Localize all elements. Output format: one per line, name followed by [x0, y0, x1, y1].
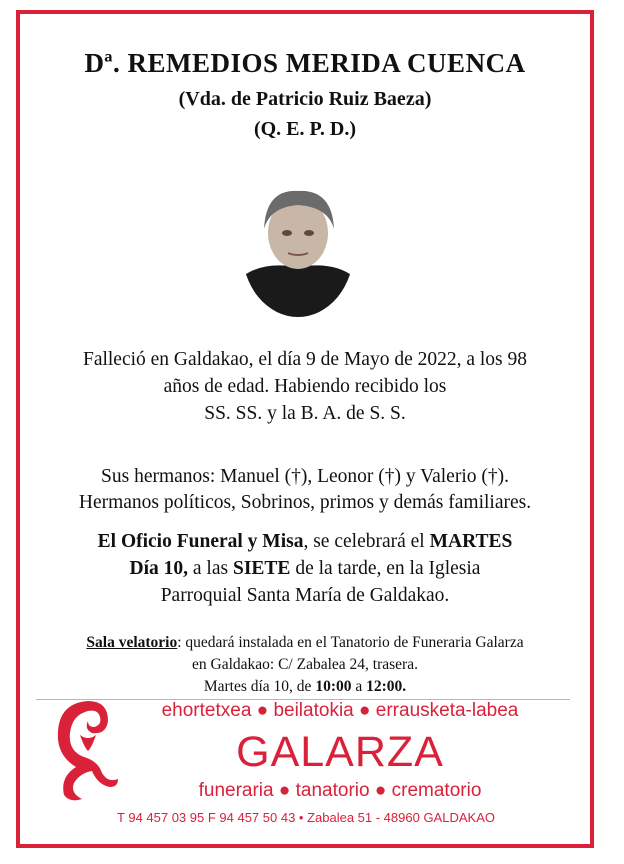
funeral-paragraph	[20, 528, 590, 609]
family-line-2: Hermanos políticos, Sobrinos, primos y demás familiares.	[78, 492, 532, 513]
family-paragraph	[20, 464, 590, 516]
wake-line-1: Sala velatorio: quedará instalada en el Tanatorio de Funeraria Galarza	[86, 634, 524, 651]
bullet-icon: ●	[374, 780, 387, 801]
contact-line: T 94 457 03 95 F 94 457 50 43 • Zabalea 51 - 48960 GALDAKAO	[117, 810, 495, 825]
death-paragraph	[20, 346, 590, 427]
tagline-top: ehortetxea ● beilatokia ● errausketa-labea	[161, 700, 519, 721]
bullet-icon: ●	[359, 700, 371, 721]
death-line-2: años de edad. Habiendo recibido los	[163, 376, 447, 397]
widow-note: (Vda. de Patricio Ruiz Baeza)	[178, 88, 432, 110]
portrait-photo	[242, 181, 354, 317]
death-line-3: SS. SS. y la B. A. de S. S.	[204, 403, 406, 424]
company-name: GALARZA	[236, 728, 444, 776]
bullet-icon: ●	[278, 780, 291, 801]
funeral-line-3: Parroquial Santa María de Galdakao.	[160, 585, 450, 606]
bullet-icon: ●	[256, 700, 269, 721]
qepd-note: (Q. E. P. D.)	[253, 118, 357, 140]
funeral-line-2: Día 10, a las SIETE de la tarde, en la Iglesia	[129, 558, 481, 579]
family-line-1: Sus hermanos: Manuel (†), Leonor (†) y Valerio (†).	[101, 466, 509, 487]
wake-paragraph	[20, 632, 590, 698]
deceased-name: Dª. REMEDIOS MERIDA CUENCA	[84, 48, 526, 78]
wake-line-2: en Galdakao: C/ Zabalea 24, trasera.	[192, 656, 418, 673]
wake-line-3: Martes día 10, de 10:00 a 12:00.	[203, 678, 407, 695]
tagline-bottom: funeraria ● tanatorio ● crematorio	[198, 780, 482, 801]
galarza-logo-icon	[40, 695, 120, 805]
funeral-line-1: El Oficio Funeral y Misa, se celebrará el MARTES	[97, 531, 513, 552]
death-line-1: Falleció en Galdakao, el día 9 de Mayo de 2022, a los 98	[82, 349, 528, 370]
